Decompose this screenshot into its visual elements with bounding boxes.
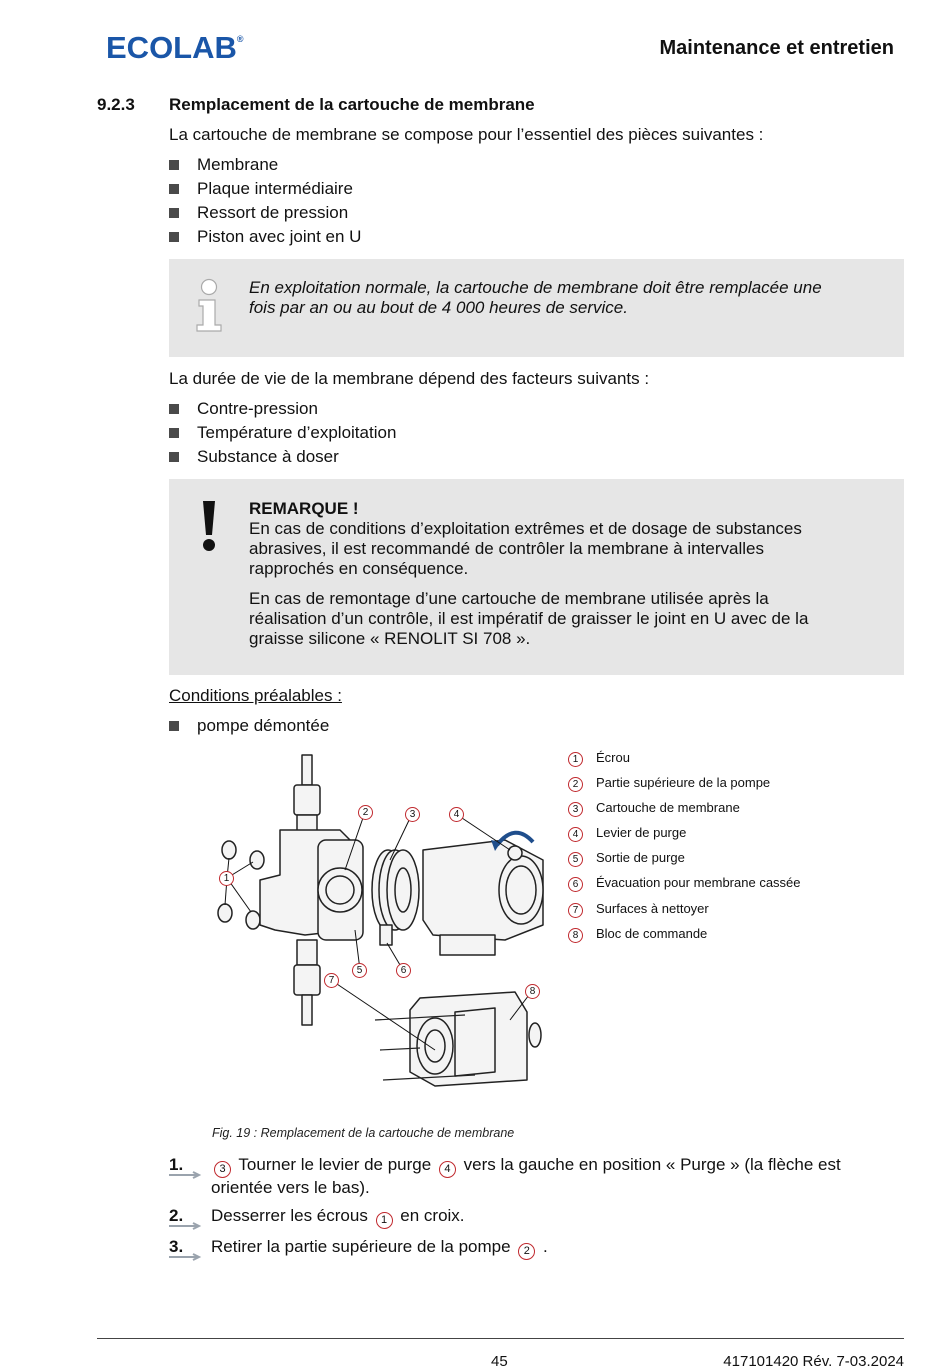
step-arrow-icon xyxy=(169,1253,203,1261)
list-item: Ressort de pression xyxy=(169,203,348,223)
figure-caption: Fig. 19 : Remplacement de la cartouche de membrane xyxy=(212,1126,515,1140)
bullet-square-icon xyxy=(169,160,179,170)
callout-4: 4 xyxy=(449,807,464,822)
callout-6: 6 xyxy=(396,963,411,978)
bullet-square-icon xyxy=(169,721,179,731)
info-icon xyxy=(193,277,227,335)
step-1 xyxy=(169,1155,901,1198)
step-2 xyxy=(169,1206,901,1229)
legend-item: 7 Surfaces à nettoyer xyxy=(568,899,709,918)
parts-intro: La cartouche de membrane se compose pour l’essentiel des pièces suivantes : xyxy=(169,125,764,144)
logo-text: ECOLAB xyxy=(106,30,237,65)
list-item: Piston avec joint en U xyxy=(169,227,361,247)
callout-2: 2 xyxy=(358,805,373,820)
page-number: 45 xyxy=(491,1353,508,1370)
bullet-square-icon xyxy=(169,208,179,218)
info-note-text: En exploitation normale, la cartouche de membrane doit être remplacée une fois par an ou au bout de 4 000 heures de service. xyxy=(249,278,822,317)
step-3 xyxy=(169,1237,901,1260)
list-item: Membrane xyxy=(169,155,278,175)
remark-box xyxy=(169,479,904,675)
list-item: Substance à doser xyxy=(169,447,339,467)
callout-3: 3 xyxy=(405,807,420,822)
step-number: 2. xyxy=(169,1206,211,1229)
step-text: Desserrer les écrous 1 en croix. xyxy=(211,1206,901,1229)
document-reference: 417101420 Rév. 7-03.2024 xyxy=(723,1353,904,1370)
legend-item: 5 Sortie de purge xyxy=(568,848,685,867)
step-number: 3. xyxy=(169,1237,211,1260)
step-text: Retirer la partie supérieure de la pompe 2 . xyxy=(211,1237,901,1260)
list-item: Contre-pression xyxy=(169,399,318,419)
callout-8: 8 xyxy=(525,984,540,999)
bullet-square-icon xyxy=(169,232,179,242)
pump-exploded-illustration xyxy=(205,750,555,1095)
legend-item: 3 Cartouche de membrane xyxy=(568,798,740,817)
bullet-square-icon xyxy=(169,404,179,414)
callout-5: 5 xyxy=(352,963,367,978)
legend-item: 1 Écrou xyxy=(568,748,630,767)
logo-registered-mark: ® xyxy=(236,34,244,44)
step-arrow-icon xyxy=(169,1222,203,1230)
ecolab-logo xyxy=(106,30,244,66)
info-note-box xyxy=(169,259,904,357)
callout-7: 7 xyxy=(324,973,339,988)
step-text: 3 Tourner le levier de purge 4 vers la gauche en position « Purge » (la flèche est orientée vers le bas). xyxy=(211,1155,841,1197)
callout-1: 1 xyxy=(219,871,234,886)
bullet-square-icon xyxy=(169,452,179,462)
list-item: Température d’exploitation xyxy=(169,423,396,443)
footer-divider xyxy=(97,1338,904,1339)
factors-intro: La durée de vie de la membrane dépend des facteurs suivants : xyxy=(169,369,650,388)
legend-item: 4 Levier de purge xyxy=(568,823,686,842)
prerequisites-title: Conditions préalables : xyxy=(169,686,342,705)
bullet-square-icon xyxy=(169,428,179,438)
bullet-square-icon xyxy=(169,184,179,194)
exclamation-icon xyxy=(199,501,219,553)
section-number: 9.2.3 xyxy=(97,95,135,114)
remark-title: REMARQUE ! xyxy=(249,499,359,518)
legend-item: 2 Partie supérieure de la pompe xyxy=(568,773,770,792)
step-arrow-icon xyxy=(169,1171,203,1179)
list-item: Plaque intermédiaire xyxy=(169,179,353,199)
legend-item: 6 Évacuation pour membrane cassée xyxy=(568,873,801,892)
remark-text: REMARQUE ! En cas de conditions d’exploitation extrêmes et de dosage de substances abrasives, il est recommandé de contrôler la membrane à intervalles rapprochés en conséquence. En cas de remontage d’une cartouche de membrane utilisée après la réalisation d’un contrôle, il est impératif de graisser le joint en U avec de la graisse silicone « RENOLIT SI 708 ». xyxy=(249,499,809,648)
list-item: pompe démontée xyxy=(169,716,329,736)
legend-item: 8 Bloc de commande xyxy=(568,924,707,943)
section-title: Remplacement de la cartouche de membrane xyxy=(169,95,535,114)
step-number: 1. xyxy=(169,1155,211,1198)
header-title: Maintenance et entretien xyxy=(659,37,894,59)
